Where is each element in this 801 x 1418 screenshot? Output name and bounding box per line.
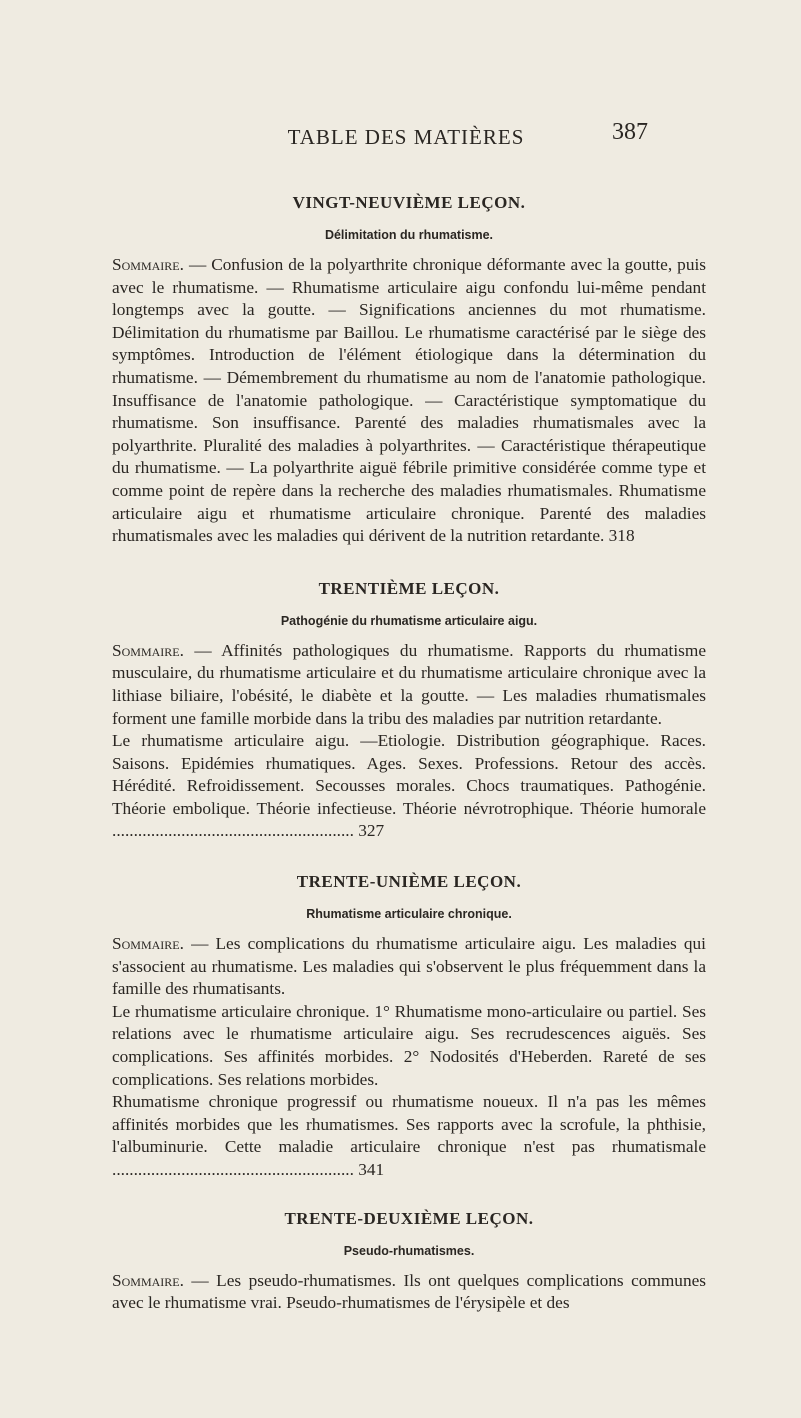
- lesson-heading: TRENTIÈME LEÇON.: [318, 578, 500, 598]
- summary-label: Sommaire.: [112, 934, 184, 954]
- summary-text: — Affinités pathologiques du rhumatisme. Rapports du rhumatisme musculaire, du rhumatisme articulaire et du rhumatisme articulaire chronique avec la lithiase biliaire, l'obésité, le diabète et la goutte. — Les maladies rhumatismales forment une famille morbide dans la tribu des maladies par nutrition retardante.: [112, 640, 706, 728]
- running-title: TABLE DES MATIÈRES: [287, 125, 525, 149]
- summary-label: Sommaire.: [112, 640, 184, 660]
- summary-label: Sommaire.: [112, 1270, 184, 1290]
- summary-paragraph: Le rhumatisme articulaire aigu. —Etiologie. Distribution géographique. Races. Saisons. Epidémies rhumatiques. Ages. Sexes. Professions. Retour des accès. Hérédité. Refroidissement. Secousses morales. Chocs traumatiques. Pathogénie. Théorie embolique. Théorie infectieuse. Théorie névrotrophique. Théorie humorale ........................................................ 327: [112, 731, 706, 841]
- lesson-31: [112, 871, 706, 1182]
- lesson-32: [112, 1208, 706, 1315]
- lesson-subtitle: Pseudo-rhumatismes.: [343, 1243, 475, 1258]
- lesson-heading: TRENTE-DEUXIÈME LEÇON.: [284, 1208, 534, 1228]
- lesson-29: [112, 192, 706, 548]
- lesson-30: [112, 578, 706, 843]
- lesson-heading: VINGT-NEUVIÈME LEÇON.: [292, 193, 526, 212]
- summary-paragraph: [112, 1270, 706, 1315]
- summary-text: — Les pseudo-rhumatismes. Ils ont quelques complications communes avec le rhumatisme vrai. Pseudo-rhumatismes de l'érysipèle et des: [112, 1270, 706, 1313]
- summary-label: Sommaire.: [112, 255, 184, 274]
- summary-text: — Confusion de la polyarthrite chronique déformante avec la goutte, puis avec le rhumatisme. — Rhumatisme articulaire aigu confondu lui-même pendant longtemps avec la goutte. — Significations anciennes du mot rhumatisme. Délimitation du rhumatisme par Baillou. Le rhumatisme caractérisé par le siège des symptômes. Introduction de l'élément étiologique dans la détermination du rhumatisme. — Démembrement du rhumatisme au nom de l'anatomie pathologique. Insuffisance de l'anatomie pathologique. — Caractéristique symptomatique du rhumatisme. Son insuffisance. Parenté des maladies rhumatismales avec la polyarthrite. Pluralité des maladies à polyarthrites. — Caractéristique thérapeutique du rhumatisme. — La polyarthrite aiguë fébrile primitive considérée comme type et comme point de repère dans la recherche des maladies rhumatismales. Rhumatisme articulaire aigu et rhumatisme articulaire chronique. Parenté des maladies rhumatismales avec les maladies qui dérivent de la nutrition retardante. 318: [112, 255, 706, 546]
- summary-paragraph: [112, 640, 706, 730]
- summary-text: — Les complications du rhumatisme articulaire aigu. Les maladies qui s'associent au rhumatisme. Les maladies qui s'observent le plus fréquemment dans la famille des rhumatisants.: [112, 934, 706, 999]
- table-of-contents: [112, 192, 706, 1315]
- page-header: [0, 119, 801, 165]
- page-number: 387: [612, 119, 648, 145]
- summary-paragraph: [112, 254, 706, 548]
- lesson-subtitle: Rhumatisme articulaire chronique.: [306, 907, 512, 922]
- summary-paragraph: [112, 933, 706, 1001]
- summary-paragraph: Le rhumatisme articulaire chronique. 1° Rhumatisme mono-articulaire ou partiel. Ses relations avec le rhumatisme articulaire aigu. Ses recrudescences aiguës. Ses complications. Ses affinités morbides. 2° Nodosités d'Heberden. Rareté de ses complications. Ses relations morbides.: [112, 1001, 706, 1089]
- lesson-heading: TRENTE-UNIÈME LEÇON.: [296, 872, 522, 892]
- lesson-subtitle: Délimitation du rhumatisme.: [324, 228, 494, 242]
- lesson-subtitle: Pathogénie du rhumatisme articulaire aigu.: [280, 613, 538, 628]
- summary-paragraph: Rhumatisme chronique progressif ou rhumatisme noueux. Il n'a pas les mêmes affinités morbides que les rhumatismes. Ses rapports avec la scrofule, la phthisie, l'albuminurie. Cette maladie articulaire chronique n'est pas rhumatismale ........................................................ 341: [112, 1092, 706, 1179]
